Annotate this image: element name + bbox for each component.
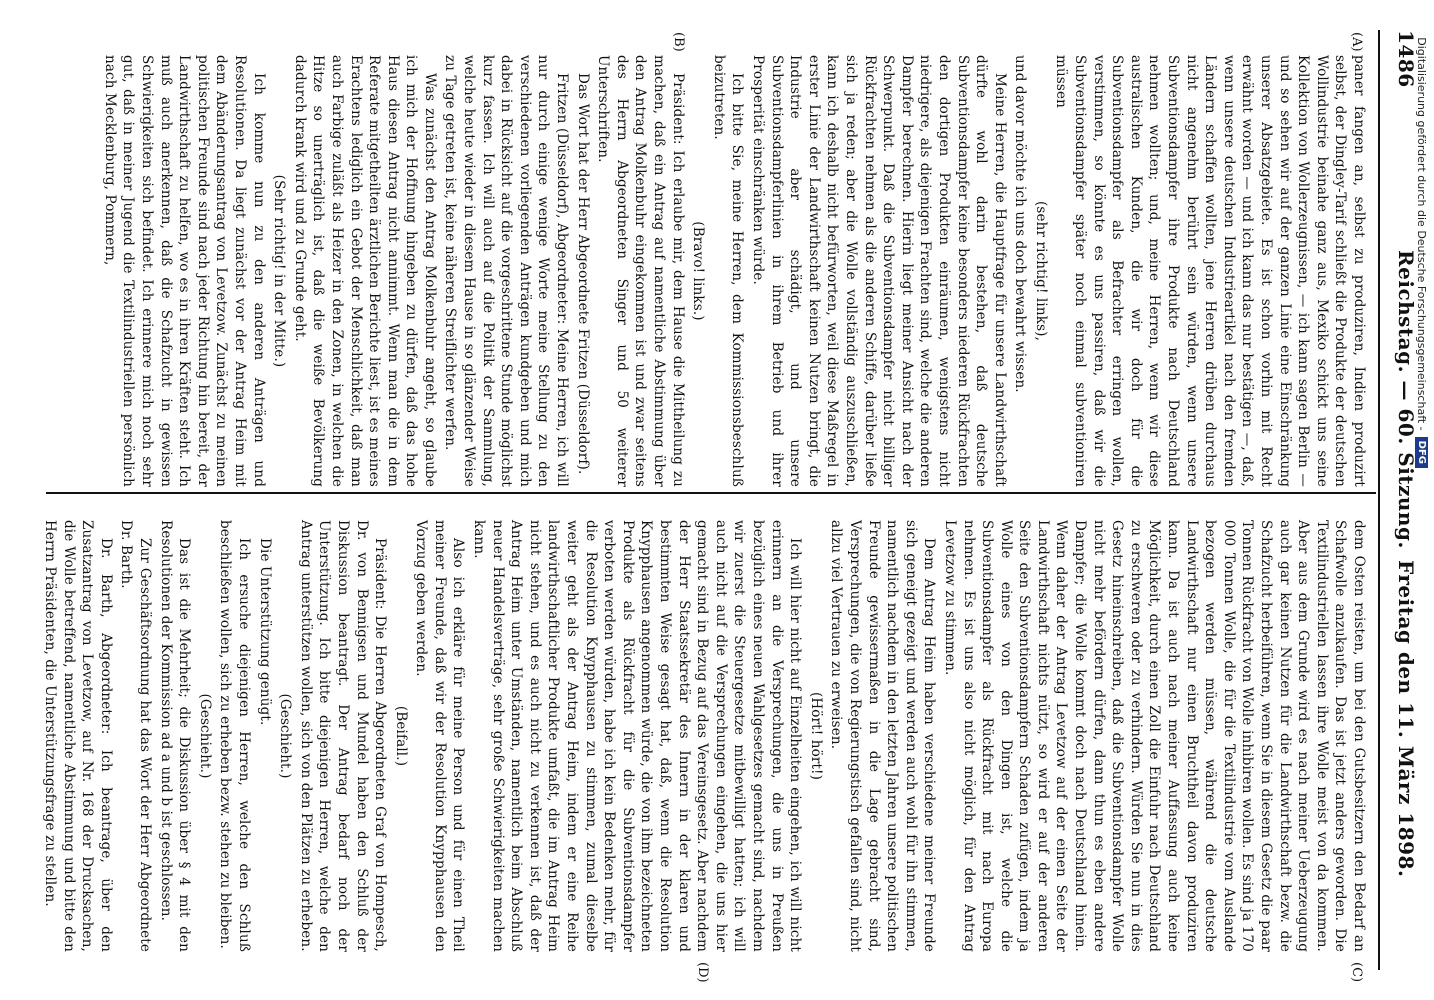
paragraph: Zur Geschäftsordnung hat das Wort der Herr Abgeordnete Dr. Barth. [118, 520, 153, 952]
interjection: (Beifall.) [392, 705, 409, 767]
header-rule [1378, 30, 1380, 970]
speaker-paragraph: Präsident: Ich erlaube mir, dem Hause die Mittheilung zu machen, daß ein Antrag auf namentliche Abstimmung über den Antrag Molkenbuhr eingekommen ist und zwar seitens des Herrn Abgeordneten Singer und 50 weiterer Unterschriften. [595, 55, 686, 487]
paragraph: Ich bitte Sie, meine Herren, dem Kommissionsbeschluß beizutreten. [710, 55, 746, 487]
margin-letter-a: (A) [1349, 32, 1364, 52]
paragraph: dem Osten reisten, um bei den Gutsbesitzern den Bedarf an Schafwolle anzukaufen. Das ist jetzt anders geworden. Die Textilindustriellen lassen ihre Wolle meist von da kommen. Aber aus dem Grunde wird es nach meiner Ueberzeugung auch gar keinen Nutzen für die Landwirthschaft bezw. die Schafzucht herbeiführen, wenn Sie in diesem Gesetz die paar Tonnen Rückfracht von Wolle inhibiren wollen. Es sind ja 170 000 Tonnen Wolle, die für die Textilindustrie vom Auslande bezogen werden müssen, während die deutsche Landwirthschaft nur einen Bruchtheil davon produziren kann. Da ist auch nach meiner Auffassung auch keine Möglichkeit, durch einen Zoll die Einfuhr nach Deutschland zu erschweren oder zu verhindern. Würden Sie nun in dies Gesetz hineinschreiben, daß die Subventionsdampfer Wolle nicht mehr befördern dürfen, dann thun es eben andere Dampfer; die Wolle kommt doch nach Deutschland hinein. Wenn daher der Antrag Levetzow auf der einen Seite der Landwirthschaft nichts nützt, so wird er auf der anderen Seite den Subventionsdampfern Schaden zufügen, indem ja Wolle eines von den Dingen ist, welche die Subventionsdampfer als Rückfracht mit nach Europa nehmen. Es ist uns also nicht möglich, für den Antrag Levetzow zu stimmen. [941, 520, 1367, 952]
margin-letter-d: (D) [695, 962, 710, 983]
paragraph: Was zunächst den Antrag Molkenbuhr angeht, so glaube ich mich der Hoffnung hingeben zu dürfen, daß das hohe Haus diesen Antrag nicht annimmt. Wenn man die in dem Referate mitgetheilten ärztlichen Berichte liest, ist es meines Erachtens lediglich ein Gebot der Menschlichkeit, daß man auch Farbige zuläßt als Heizer in den Zonen, in welchen die Hitze so unerträglich ist, daß die weiße Bevölkerung dadurch krank wird und zu Grunde geht. [291, 55, 438, 487]
paragraph: Dem Antrag Heim haben verschiedene meiner Freunde sich geneigt gezeigt und werden auch wohl für ihn stimmen, namentlich nachdem in den letzten Jahren unsere politischen Freunde gewissermaßen in die Lage gebracht sind, Versprechungen, die von Regierungstisch gefallen sind, nicht allzu viel Vertrauen zu erweisen. [828, 520, 938, 952]
speaker-paragraph: Fritzen (Düsseldorf), Abgeordneter: Meine Herren, ich will nur durch einige wenige Worte meine Stellung zu den verschiedenen vorliegenden Anträgen kundgeben und mich dabei in Rücksicht auf die vorgeschrittene Stunde möglichst kurz fassen. Ich will auch auf die Politik der Sammlung, welche heute wieder in diesem Hause in so glänzender Weise zu Tage getreten ist, keine näheren Streiflichter werfen. [442, 55, 571, 487]
interjection: (Bravo! links.) [690, 221, 707, 321]
watermark-text: Digitalisierung gefördert durch die Deutsche Forschungsgemeinschaft - [1415, 37, 1429, 431]
margin-letter-b: (B) [671, 32, 686, 52]
text-column-right [38, 520, 1368, 952]
paragraph: paner fangen an, selbst zu produziren, Indien produzirt selbst, der Dingley-Tarif schließt die Produkte der deutschen Wollindustrie beinahe ganz aus, Mexiko schickt uns seine Kollektion von Wollerzeugnissen, — ich kann sagen Berlin — und so sehen wir auf der ganzen Linie eine Einschränkung unserer Absatzgebiete. Es ist schon vorhin mit Recht erwähnt worden — und ich kann das nur bestätigen —, daß, wenn unsere deutschen Industrieartikel nach den fremden Ländern schaffen wollten, jene Herren drüben durchaus nicht angenehm berührt sein würden, wenn unsere Subventionsdampfer ihre Produkte nach Deutschland nehmen wollten; und, meine Herren, wenn wir diese australischen Kunden, die wir doch für die Subventionsdampfer als Befrachter erringen wollen, verstimmen, so könnte es uns passiren, daß wir die Subventionsdampfer später noch einmal subventioniren müssen [1053, 55, 1367, 487]
interjection: (Geschieht.) [277, 693, 294, 779]
session-date: Freitag den 11. März 1898. [1394, 560, 1418, 878]
margin-letter-c: (C) [1349, 962, 1364, 983]
speaker-paragraph: Präsident: Die Herren Abgeordneten Graf von Hompesch, Dr. von Bennigsen und Mundel haben den Schluß der Diskussion beantragt. Der Antrag bedarf noch der Unterstützung. Ich bitte diejenigen Herren, welche den Antrag unterstützen wollen, sich von den Plätzen zu erheben. [297, 520, 389, 952]
paragraph: Das ist die Mehrheit; die Diskussion über § 4 mit den Resolutionen der Kommission ad a und b ist geschlossen. [157, 520, 193, 952]
session-title: Reichstag. — 60. Sitzung. [1394, 250, 1418, 549]
interjection: (Geschieht.) [196, 693, 213, 779]
interjection: (Hört! hört!) [807, 691, 824, 781]
interjection: (sehr richtig! links), [1032, 200, 1049, 342]
page-number: 1486 [1394, 30, 1418, 88]
dfg-logo-icon: DFG [1416, 437, 1429, 468]
interjection: (Sehr richtig! in der Mitte.) [271, 174, 288, 368]
paragraph: Das Wort hat der Herr Abgeordnete Fritzen (Düsseldorf). [574, 73, 591, 475]
paragraph: Meine Herren, die Hauptfrage für unsere Landwirthschaft dürfte wohl darin bestehen, daß deutsche Subventionsdampfer keine besonders niederen Rückfrachten den dortigen Produkten einräumen, wenigstens nicht niedrigere, als diejenigen Frachten sind, welche die anderen Dampfer berechnen. Hierin liegt meiner Ansicht nach der Schwerpunkt. Daß die Subventionsdampfer nicht billiger Rückfrachten nehmen als die anderen Schiffe, darüber ließe sich ja reden; aber die Wolle vollständig auszuschließen, kann ich deshalb nicht befürworten, weil diese Maßregel in erster Linie der Landwirthschaft keinen Nutzen bringt, die Industrie aber schädigt, und unsere Subventionsdampferlinien in ihrem Betrieb und ihrer Prosperität einschränken würde. [750, 55, 1008, 487]
paragraph: Ich komme nun zu den anderen Anträgen und Resolutionen. Da liegt zunächst vor der Antrag Heim mit dem Abänderungsantrag von Levetzow. Zunächst zu meinen politischen Freunde sind nach jeder Richtung hin bereit, der Landwirthschaft zu helfen, wo es in ihren Kräften steht. Ich muß auch anerkennen, daß die Schafzucht in gewissen Schwierigkeiten sich befindet. Ich erinnere mich noch sehr gut, daß in meiner Jugend die Textilindustriellen persönlich nach Mecklenburg, Pommern, [101, 55, 267, 487]
paragraph: Ich ersuche diejenigen Herren, welche den Schluß beschließen wollen, sich zu erheben bezw. stehen zu bleiben. [217, 520, 252, 952]
paragraph: Die Unterstützung genügt. [256, 538, 273, 726]
paragraph: Ich will hier nicht auf Einzelheiten eingehen, ich will nicht erinnern an die Versprechungen, die uns in Preußen bezüglich eines neuen Wahlgesetzes gemacht sind, nachdem wir zuerst die Steuergesetze mitbewilligt hatten; ich will auch nicht auf die Versprechungen eingehen, die uns hier gemacht sind in Bezug auf das Vereinsgesetz. Aber nachdem der Herr Staatssekretär des Innern in der klaren und bestimmten Weise gesagt hat, daß, wenn die Resolution Knypphausen angenommen würde, die von ihm bezeichneten Produkte als Rückfracht für die Subventionsdampfer verboten werden würden, habe ich kein Bedenken mehr, für die Resolution Knypphausen zu stimmen, zumal dieselbe weiter geht als der Antrag Heim, indem er eine Reihe landwirthschaftlicher Produkte umfaßt, die im Antrag Heim nicht stehen, und es auch nicht zu verkennen ist, daß der Antrag Heim unter Umständen, namentlich beim Abschluß neuer Handelsverträge, sehr große Schwierigkeiten machen kann. [471, 520, 804, 952]
running-header [1386, 30, 1426, 970]
paragraph: und davor möchte ich uns doch bewahrt wissen. [1012, 55, 1029, 393]
paragraph: Also ich erkläre für meine Person und für einen Theil meiner Freunde, daß wir der Resolution Knypphausen den Vorzug geben werden. [413, 520, 467, 952]
column-divider [46, 492, 1376, 494]
speaker-paragraph: Dr. Barth, Abgeordneter: Ich beantrage, über den Zusatzantrag von Levetzow, auf Nr. 168 der Drucksachen, die Wolle betreffend, namentliche Abstimmung und bitte den Herrn Präsidenten, die Unterstützungsfrage zu stellen. [42, 520, 114, 952]
text-column-left [98, 55, 1368, 487]
